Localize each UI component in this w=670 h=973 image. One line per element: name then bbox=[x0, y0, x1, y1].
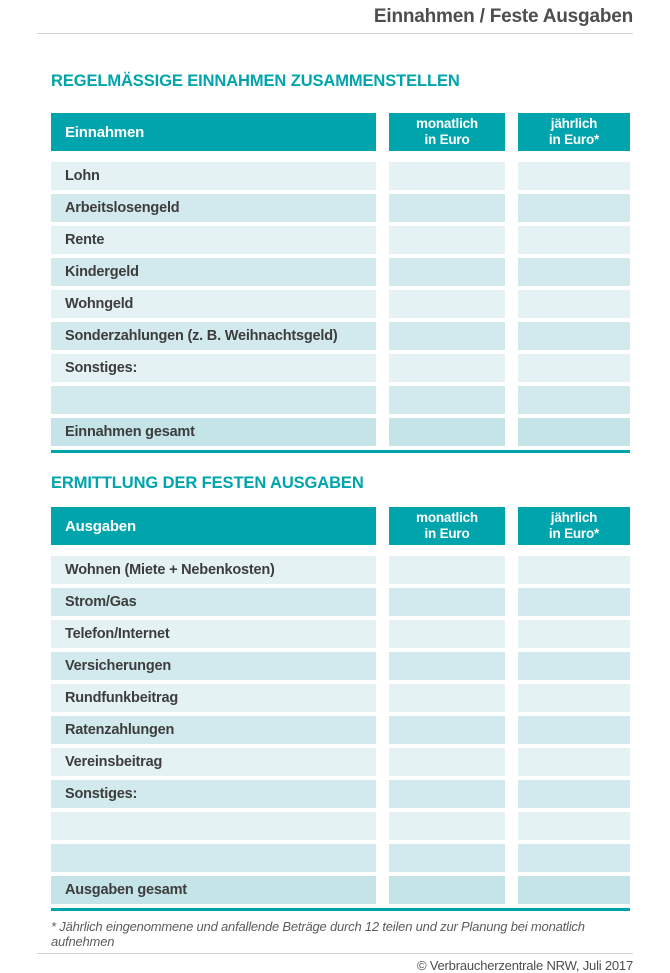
table-row bbox=[51, 812, 630, 840]
monthly-value-cell bbox=[389, 258, 505, 286]
yearly-value-cell bbox=[518, 162, 630, 190]
monthly-value-cell bbox=[389, 684, 505, 712]
row-label-cell bbox=[51, 556, 376, 584]
monthly-value-cell bbox=[389, 812, 505, 840]
row-label-cell bbox=[51, 258, 376, 286]
yearly-value-cell bbox=[518, 226, 630, 254]
table-row bbox=[51, 226, 630, 254]
document-title: Einnahmen / Feste Ausgaben bbox=[373, 6, 633, 27]
monthly-value-cell bbox=[389, 194, 505, 222]
einnahmen-table-underline bbox=[51, 450, 630, 453]
table-row bbox=[51, 684, 630, 712]
column-header-line: in Euro* bbox=[548, 132, 600, 147]
row-label-cell bbox=[51, 684, 376, 712]
section-heading-ausgaben: ERMITTLUNG DER FESTEN AUSGABEN bbox=[51, 474, 364, 492]
row-label: Sonstiges: bbox=[65, 786, 138, 802]
yearly-value-cell bbox=[518, 588, 630, 616]
row-label: Ratenzahlungen bbox=[65, 722, 175, 738]
column-header-line: monatlich bbox=[416, 116, 478, 131]
monthly-value-cell bbox=[389, 386, 505, 414]
footer-divider bbox=[37, 953, 633, 954]
table-row bbox=[51, 620, 630, 648]
yearly-value-cell bbox=[518, 418, 630, 446]
table-row bbox=[51, 588, 630, 616]
row-label: Vereinsbeitrag bbox=[65, 754, 163, 770]
table-row bbox=[51, 162, 630, 190]
column-header-line: jährlich bbox=[550, 116, 598, 131]
monthly-value-cell bbox=[389, 844, 505, 872]
row-label: Strom/Gas bbox=[65, 594, 137, 610]
yearly-value-cell bbox=[518, 876, 630, 904]
ausgaben-table-underline bbox=[51, 908, 630, 911]
row-label-cell bbox=[51, 876, 376, 904]
row-label-cell bbox=[51, 716, 376, 744]
yearly-value-cell bbox=[518, 684, 630, 712]
table-row bbox=[51, 322, 630, 350]
row-label: Wohngeld bbox=[65, 296, 134, 312]
monthly-value-cell bbox=[389, 290, 505, 318]
row-label: Einnahmen gesamt bbox=[65, 424, 195, 440]
table-row bbox=[51, 556, 630, 584]
einnahmen-table-header bbox=[51, 113, 630, 151]
row-label-cell bbox=[51, 354, 376, 382]
row-label-cell bbox=[51, 780, 376, 808]
monthly-value-cell bbox=[389, 620, 505, 648]
yearly-value-cell bbox=[518, 780, 630, 808]
row-label: Kindergeld bbox=[65, 264, 139, 280]
yearly-value-cell bbox=[518, 556, 630, 584]
yearly-value-cell bbox=[518, 258, 630, 286]
row-label-cell bbox=[51, 812, 376, 840]
column-header-ausgaben bbox=[51, 507, 376, 545]
table-row bbox=[51, 716, 630, 744]
yearly-value-cell bbox=[518, 354, 630, 382]
yearly-value-cell bbox=[518, 748, 630, 776]
column-header-label: Ausgaben bbox=[65, 517, 136, 535]
einnahmen-table bbox=[51, 113, 630, 446]
section-heading-einnahmen: REGELMÄSSIGE EINNAHMEN ZUSAMMENSTELLEN bbox=[51, 72, 460, 90]
copyright-notice: © Verbraucherzentrale NRW, Juli 2017 bbox=[416, 958, 633, 973]
column-header-yearly bbox=[518, 507, 630, 545]
yearly-amounts-footnote: * Jährlich eingenommene und anfallende Beträge durch 12 teilen und zur Planung bei monatlich aufnehmen bbox=[51, 919, 585, 949]
row-label-cell bbox=[51, 620, 376, 648]
monthly-value-cell bbox=[389, 226, 505, 254]
row-label: Rente bbox=[65, 232, 105, 248]
table-row bbox=[51, 652, 630, 680]
row-label: Wohnen (Miete + Nebenkosten) bbox=[65, 562, 275, 578]
row-label: Lohn bbox=[65, 168, 100, 184]
column-header-monthly bbox=[389, 507, 505, 545]
monthly-value-cell bbox=[389, 588, 505, 616]
row-label-cell bbox=[51, 290, 376, 318]
row-label: Ausgaben gesamt bbox=[65, 882, 187, 898]
ausgaben-table bbox=[51, 507, 630, 904]
monthly-value-cell bbox=[389, 780, 505, 808]
column-header-line: in Euro bbox=[424, 132, 470, 147]
table-row bbox=[51, 194, 630, 222]
row-label: Versicherungen bbox=[65, 658, 171, 674]
row-label: Arbeitslosengeld bbox=[65, 200, 180, 216]
ausgaben-table-header bbox=[51, 507, 630, 545]
row-label: Rundfunkbeitrag bbox=[65, 690, 178, 706]
table-row bbox=[51, 354, 630, 382]
row-label-cell bbox=[51, 162, 376, 190]
yearly-value-cell bbox=[518, 620, 630, 648]
table-row bbox=[51, 290, 630, 318]
table-row bbox=[51, 386, 630, 414]
row-label: Telefon/Internet bbox=[65, 626, 170, 642]
monthly-value-cell bbox=[389, 162, 505, 190]
row-label-cell bbox=[51, 418, 376, 446]
row-label: Sonstiges: bbox=[65, 360, 138, 376]
row-label-cell bbox=[51, 652, 376, 680]
ausgaben-table-body bbox=[51, 556, 630, 904]
table-row bbox=[51, 418, 630, 446]
row-label-cell bbox=[51, 386, 376, 414]
row-label-cell bbox=[51, 226, 376, 254]
column-header-line: monatlich bbox=[416, 510, 478, 525]
column-header-line: in Euro* bbox=[548, 526, 600, 541]
yearly-value-cell bbox=[518, 386, 630, 414]
yearly-value-cell bbox=[518, 844, 630, 872]
table-row bbox=[51, 748, 630, 776]
row-label-cell bbox=[51, 588, 376, 616]
yearly-value-cell bbox=[518, 194, 630, 222]
table-row bbox=[51, 844, 630, 872]
row-label-cell bbox=[51, 844, 376, 872]
yearly-value-cell bbox=[518, 716, 630, 744]
column-header-einnahmen bbox=[51, 113, 376, 151]
monthly-value-cell bbox=[389, 652, 505, 680]
yearly-value-cell bbox=[518, 322, 630, 350]
column-header-monthly bbox=[389, 113, 505, 151]
monthly-value-cell bbox=[389, 354, 505, 382]
table-row bbox=[51, 780, 630, 808]
monthly-value-cell bbox=[389, 418, 505, 446]
header-divider bbox=[37, 33, 633, 34]
einnahmen-table-body bbox=[51, 162, 630, 446]
table-row bbox=[51, 258, 630, 286]
yearly-value-cell bbox=[518, 652, 630, 680]
column-header-yearly bbox=[518, 113, 630, 151]
column-header-line: in Euro bbox=[424, 526, 470, 541]
table-row bbox=[51, 876, 630, 904]
column-header-line: jährlich bbox=[550, 510, 598, 525]
monthly-value-cell bbox=[389, 716, 505, 744]
row-label-cell bbox=[51, 748, 376, 776]
row-label-cell bbox=[51, 322, 376, 350]
monthly-value-cell bbox=[389, 322, 505, 350]
yearly-value-cell bbox=[518, 290, 630, 318]
monthly-value-cell bbox=[389, 556, 505, 584]
yearly-value-cell bbox=[518, 812, 630, 840]
row-label: Sonderzahlungen (z. B. Weihnachtsgeld) bbox=[65, 328, 338, 344]
row-label-cell bbox=[51, 194, 376, 222]
column-header-label: Einnahmen bbox=[65, 123, 145, 141]
monthly-value-cell bbox=[389, 748, 505, 776]
monthly-value-cell bbox=[389, 876, 505, 904]
